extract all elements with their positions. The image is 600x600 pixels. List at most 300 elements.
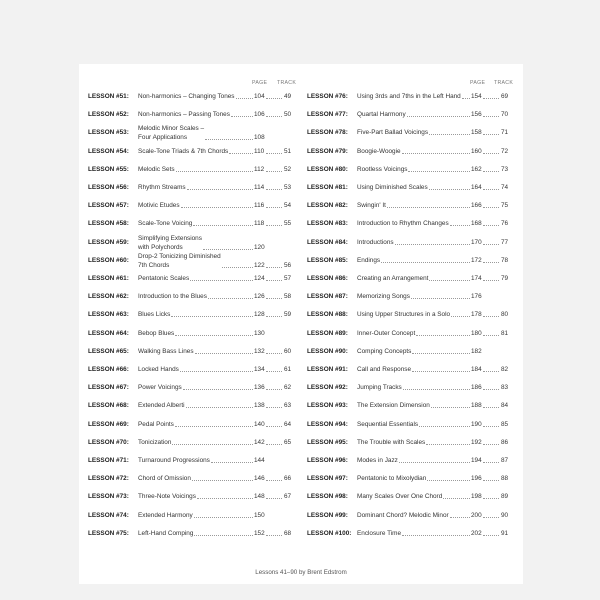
lesson-title bbox=[357, 310, 450, 319]
lesson-number: LESSON #89: bbox=[307, 329, 348, 337]
dot-leader bbox=[429, 280, 470, 281]
page-number: 190 bbox=[471, 420, 482, 428]
dot-leader bbox=[266, 316, 282, 317]
dot-leader bbox=[266, 267, 282, 268]
lesson-title-line: Non-harmonics – Changing Tones bbox=[138, 93, 235, 100]
page-number: 134 bbox=[254, 366, 265, 373]
track-number: 85 bbox=[501, 420, 509, 428]
track-number: 84 bbox=[501, 402, 509, 410]
lesson-title bbox=[138, 383, 182, 392]
lesson-number: LESSON #83: bbox=[307, 220, 348, 228]
track-number: 77 bbox=[501, 238, 509, 246]
page-number: 168 bbox=[471, 220, 482, 228]
track-number: 79 bbox=[501, 275, 509, 282]
lesson-title-line: Endings bbox=[357, 256, 381, 264]
lesson-title-line: Walking Bass Lines bbox=[138, 347, 194, 355]
lesson-title bbox=[357, 529, 401, 538]
dot-leader bbox=[203, 249, 253, 250]
page-number: 108 bbox=[254, 134, 265, 142]
lesson-number: LESSON #79: bbox=[307, 147, 348, 155]
dot-leader bbox=[222, 267, 253, 268]
track-number: 56 bbox=[284, 261, 292, 269]
lesson-title bbox=[138, 124, 204, 142]
dot-leader bbox=[402, 153, 470, 154]
dot-leader bbox=[412, 371, 470, 372]
dot-leader bbox=[419, 426, 470, 427]
page-number: 126 bbox=[254, 293, 265, 301]
page-number: 122 bbox=[254, 261, 265, 269]
lesson-number: LESSON #98: bbox=[307, 493, 348, 501]
page-number: 178 bbox=[471, 311, 482, 319]
dot-leader bbox=[192, 480, 253, 481]
dot-leader bbox=[431, 407, 470, 408]
dot-leader bbox=[266, 480, 282, 481]
lesson-title bbox=[357, 92, 461, 101]
page-number: 180 bbox=[471, 329, 482, 337]
track-number: 83 bbox=[501, 384, 509, 392]
dot-leader bbox=[266, 371, 282, 372]
page-number: 170 bbox=[471, 238, 482, 246]
lesson-title bbox=[138, 92, 235, 101]
lesson-title-line: 7th Chords bbox=[138, 261, 170, 269]
lesson-title bbox=[357, 474, 426, 483]
dot-leader bbox=[402, 535, 470, 536]
page-number: 104 bbox=[254, 93, 265, 100]
dot-leader bbox=[176, 171, 253, 172]
dot-leader bbox=[483, 426, 499, 427]
dot-leader bbox=[194, 535, 253, 536]
dot-leader bbox=[266, 153, 282, 154]
lesson-title-line: Using 3rds and 7ths in the Left Hand bbox=[357, 93, 461, 100]
lesson-number: LESSON #68: bbox=[88, 402, 129, 410]
lesson-number: LESSON #71: bbox=[88, 457, 129, 464]
lesson-title bbox=[357, 165, 407, 174]
track-number: 86 bbox=[501, 438, 509, 446]
lesson-title bbox=[138, 365, 179, 374]
lesson-title-line: Blues Licks bbox=[138, 311, 171, 319]
lesson-title bbox=[138, 438, 171, 447]
track-number: 67 bbox=[284, 493, 292, 501]
page-number: 118 bbox=[254, 220, 265, 228]
lesson-title bbox=[138, 292, 207, 301]
track-number: 51 bbox=[284, 147, 292, 155]
page-number: 174 bbox=[471, 275, 482, 282]
lesson-title bbox=[357, 274, 428, 283]
lesson-title bbox=[357, 329, 415, 338]
lesson-title bbox=[357, 219, 449, 228]
page-number: 150 bbox=[254, 511, 265, 519]
dot-leader bbox=[483, 535, 499, 536]
lesson-title-line: Extended Alberti bbox=[138, 402, 185, 410]
lesson-title-line: Power Voicings bbox=[138, 384, 182, 392]
dot-leader bbox=[381, 262, 470, 263]
dot-leader bbox=[483, 498, 499, 499]
lesson-title-line: Three-Note Voicings bbox=[138, 493, 196, 501]
lesson-title bbox=[357, 292, 410, 301]
lesson-title bbox=[138, 219, 192, 228]
dot-leader bbox=[429, 134, 470, 135]
lesson-title-line: Memorizing Songs bbox=[357, 293, 410, 301]
dot-leader bbox=[183, 389, 253, 390]
lesson-title-line: Four Applications bbox=[138, 134, 188, 142]
lesson-number: LESSON #76: bbox=[307, 93, 348, 100]
page-number: 148 bbox=[254, 493, 265, 501]
page-number: 156 bbox=[471, 111, 482, 119]
lesson-title-line: The Extension Dimension bbox=[357, 402, 430, 410]
dot-leader bbox=[266, 535, 282, 536]
dot-leader bbox=[483, 225, 499, 226]
page-number: 152 bbox=[254, 529, 265, 537]
dot-leader bbox=[483, 116, 499, 117]
dot-leader bbox=[483, 517, 499, 518]
track-number: 90 bbox=[501, 511, 509, 519]
track-number: 54 bbox=[284, 202, 292, 210]
lesson-number: LESSON #93: bbox=[307, 402, 348, 410]
page-number: 166 bbox=[471, 202, 482, 210]
lesson-title bbox=[138, 234, 202, 252]
lesson-number: LESSON #78: bbox=[307, 129, 348, 137]
dot-leader bbox=[387, 207, 470, 208]
dot-leader bbox=[175, 335, 253, 336]
dot-leader bbox=[429, 189, 470, 190]
lesson-title-line: Quartal Harmony bbox=[357, 111, 406, 119]
lesson-title-line: Scale-Tone Voicing bbox=[138, 220, 193, 228]
lesson-title bbox=[138, 310, 170, 319]
track-number: 60 bbox=[284, 347, 292, 355]
lesson-title-line: Locked Hands bbox=[138, 366, 179, 373]
track-number: 72 bbox=[501, 147, 509, 155]
track-number: 88 bbox=[501, 475, 509, 483]
dot-leader bbox=[266, 207, 282, 208]
lesson-title bbox=[138, 329, 174, 338]
track-number: 53 bbox=[284, 184, 292, 191]
lesson-number: LESSON #84: bbox=[307, 238, 348, 246]
dot-leader bbox=[194, 517, 253, 518]
lesson-number: LESSON #95: bbox=[307, 438, 348, 446]
lesson-title bbox=[357, 401, 430, 410]
dot-leader bbox=[266, 426, 282, 427]
lesson-title bbox=[357, 238, 394, 247]
lesson-number: LESSON #66: bbox=[88, 366, 129, 373]
track-number: 50 bbox=[284, 111, 292, 119]
lesson-title bbox=[138, 420, 174, 429]
page-number: 114 bbox=[254, 184, 265, 191]
lesson-title-line: Boogie-Woogie bbox=[357, 147, 401, 155]
lesson-title bbox=[138, 492, 196, 501]
dot-leader bbox=[426, 444, 470, 445]
dot-leader bbox=[266, 444, 282, 445]
lesson-number: LESSON #86: bbox=[307, 275, 348, 282]
lesson-title-line: Non-harmonics – Passing Tones bbox=[138, 111, 230, 119]
column-header bbox=[88, 80, 300, 92]
lesson-title-line: Chord of Omission bbox=[138, 475, 191, 483]
track-number: 49 bbox=[284, 93, 292, 100]
lesson-number: LESSON #58: bbox=[88, 220, 129, 228]
page-number: 112 bbox=[254, 165, 265, 173]
lesson-number: LESSON #59: bbox=[88, 238, 129, 246]
dot-leader bbox=[171, 316, 253, 317]
dot-leader bbox=[416, 335, 470, 336]
lesson-number: LESSON #61: bbox=[88, 275, 129, 282]
dot-leader bbox=[483, 134, 499, 135]
track-number: 66 bbox=[284, 475, 292, 483]
lesson-title-line: Introduction to Rhythm Changes bbox=[357, 220, 449, 228]
track-header: TRACK bbox=[494, 80, 514, 86]
track-number: 62 bbox=[284, 384, 292, 392]
dot-leader bbox=[483, 280, 499, 281]
track-number: 61 bbox=[284, 366, 292, 373]
dot-leader bbox=[229, 153, 253, 154]
toc-page bbox=[79, 64, 523, 584]
dot-leader bbox=[186, 407, 253, 408]
lesson-title-line: Swingin' It bbox=[357, 202, 386, 210]
lesson-title bbox=[138, 110, 230, 119]
lesson-title-line: Dominant Chord? Melodic Minor bbox=[357, 511, 449, 519]
lesson-title-line: Tonicization bbox=[138, 438, 172, 446]
dot-leader bbox=[483, 480, 499, 481]
page-number: 146 bbox=[254, 475, 265, 483]
lesson-title-line: Inner-Outer Concept bbox=[357, 329, 416, 337]
page-header: PAGE bbox=[252, 80, 268, 86]
page-header: PAGE bbox=[470, 80, 486, 86]
track-number: 73 bbox=[501, 165, 509, 173]
dot-leader bbox=[231, 116, 253, 117]
lesson-number: LESSON #54: bbox=[88, 147, 129, 155]
lesson-title-line: Drop-2 Tonicizing Diminished bbox=[138, 252, 221, 260]
lesson-title bbox=[138, 147, 228, 156]
lesson-number: LESSON #63: bbox=[88, 311, 129, 319]
lesson-title bbox=[357, 511, 449, 520]
lesson-number: LESSON #64: bbox=[88, 329, 129, 337]
dot-leader bbox=[483, 153, 499, 154]
lesson-title bbox=[357, 347, 411, 356]
lesson-number: LESSON #96: bbox=[307, 457, 348, 464]
track-header: TRACK bbox=[277, 80, 297, 86]
lesson-title bbox=[138, 252, 221, 270]
lesson-title bbox=[138, 474, 191, 483]
lesson-title-line: Rootless Voicings bbox=[357, 165, 408, 173]
track-number: 59 bbox=[284, 311, 292, 319]
page-number: 188 bbox=[471, 402, 482, 410]
lesson-title-line: Bebop Blues bbox=[138, 329, 175, 337]
dot-leader bbox=[266, 298, 282, 299]
lesson-title-line: The Trouble with Scales bbox=[357, 438, 426, 446]
track-number: 71 bbox=[501, 129, 509, 137]
dot-leader bbox=[205, 139, 253, 140]
lesson-number: LESSON #67: bbox=[88, 384, 129, 392]
dot-leader bbox=[175, 426, 253, 427]
page-number: 172 bbox=[471, 256, 482, 264]
page-number: 196 bbox=[471, 475, 482, 483]
track-number: 63 bbox=[284, 402, 292, 410]
lesson-title-line: Comping Concepts bbox=[357, 347, 412, 355]
dot-leader bbox=[266, 116, 282, 117]
lesson-number: LESSON #65: bbox=[88, 347, 129, 355]
dot-leader bbox=[483, 171, 499, 172]
lesson-number: LESSON #92: bbox=[307, 384, 348, 392]
dot-leader bbox=[195, 353, 253, 354]
dot-leader bbox=[266, 189, 282, 190]
page-number: 176 bbox=[471, 293, 482, 301]
dot-leader bbox=[483, 98, 499, 99]
track-number: 75 bbox=[501, 202, 509, 210]
page-number: 128 bbox=[254, 311, 265, 319]
page-number: 116 bbox=[254, 202, 265, 210]
page-number: 198 bbox=[471, 493, 482, 501]
lesson-title bbox=[357, 147, 401, 156]
page-number: 120 bbox=[254, 243, 265, 251]
lesson-number: LESSON #91: bbox=[307, 366, 348, 373]
dot-leader bbox=[208, 298, 253, 299]
lesson-number: LESSON #100: bbox=[307, 529, 352, 537]
lesson-title bbox=[357, 201, 386, 210]
dot-leader bbox=[483, 335, 499, 336]
dot-leader bbox=[266, 389, 282, 390]
dot-leader bbox=[395, 244, 470, 245]
lesson-title bbox=[357, 256, 380, 265]
lesson-title bbox=[357, 383, 402, 392]
toc-column-right bbox=[307, 80, 519, 537]
lesson-title-line: Scale-Tone Triads & 7th Chords bbox=[138, 147, 229, 155]
dot-leader bbox=[483, 389, 499, 390]
lesson-number: LESSON #88: bbox=[307, 311, 348, 319]
lesson-title bbox=[138, 201, 180, 210]
dot-leader bbox=[403, 389, 470, 390]
lesson-title bbox=[138, 183, 186, 192]
dot-leader bbox=[483, 316, 499, 317]
lesson-number: LESSON #87: bbox=[307, 293, 348, 301]
dot-leader bbox=[483, 371, 499, 372]
track-number: 87 bbox=[501, 457, 509, 464]
lesson-number: LESSON #82: bbox=[307, 202, 348, 210]
track-number: 80 bbox=[501, 311, 509, 319]
dot-leader bbox=[427, 480, 470, 481]
track-number: 55 bbox=[284, 220, 292, 228]
lesson-number: LESSON #73: bbox=[88, 493, 129, 501]
lesson-number: LESSON #74: bbox=[88, 511, 129, 519]
page-number: 186 bbox=[471, 384, 482, 392]
page-number: 106 bbox=[254, 111, 265, 119]
lesson-title bbox=[357, 492, 442, 501]
track-number: 68 bbox=[284, 529, 292, 537]
lesson-title-line: Turnaround Progressions bbox=[138, 457, 210, 464]
lesson-title-line: Pedal Points bbox=[138, 420, 174, 428]
lesson-number: LESSON #69: bbox=[88, 420, 129, 428]
page-number: 144 bbox=[254, 457, 265, 464]
lesson-number: LESSON #80: bbox=[307, 165, 348, 173]
lesson-title-line: Jumping Tracks bbox=[357, 384, 402, 392]
dot-leader bbox=[266, 498, 282, 499]
lesson-title bbox=[357, 110, 406, 119]
page-number: 154 bbox=[471, 93, 482, 100]
lesson-title-line: Rhythm Streams bbox=[138, 184, 186, 191]
lesson-title-line: Five-Part Ballad Voicings bbox=[357, 129, 429, 137]
page-number: 184 bbox=[471, 366, 482, 373]
dot-leader bbox=[180, 371, 253, 372]
lesson-title-line: Pentatonic to Mixolydian bbox=[357, 475, 427, 483]
page-number: 132 bbox=[254, 347, 265, 355]
lesson-title bbox=[138, 165, 175, 174]
page-number: 142 bbox=[254, 438, 265, 446]
dot-leader bbox=[187, 189, 253, 190]
lesson-title-line: Motivic Etudes bbox=[138, 202, 180, 210]
lesson-number: LESSON #70: bbox=[88, 438, 129, 446]
dot-leader bbox=[399, 462, 470, 463]
lesson-title bbox=[357, 128, 428, 137]
lesson-title-line: Extended Harmony bbox=[138, 511, 193, 519]
dot-leader bbox=[462, 98, 470, 99]
page-number: 110 bbox=[254, 147, 265, 155]
lesson-title bbox=[357, 183, 428, 192]
dot-leader bbox=[450, 225, 470, 226]
lesson-number: LESSON #60: bbox=[88, 256, 129, 264]
track-number: 78 bbox=[501, 256, 509, 264]
dot-leader bbox=[266, 171, 282, 172]
lesson-number: LESSON #75: bbox=[88, 529, 129, 537]
dot-leader bbox=[407, 116, 470, 117]
dot-leader bbox=[411, 298, 470, 299]
page-number: 158 bbox=[471, 129, 482, 137]
dot-leader bbox=[193, 225, 253, 226]
page-number: 160 bbox=[471, 147, 482, 155]
lesson-title bbox=[138, 511, 193, 520]
dot-leader bbox=[266, 353, 282, 354]
page-number: 136 bbox=[254, 384, 265, 392]
lesson-title-line: Introduction to the Blues bbox=[138, 293, 207, 301]
track-number: 76 bbox=[501, 220, 509, 228]
track-number: 89 bbox=[501, 493, 509, 501]
lesson-number: LESSON #62: bbox=[88, 293, 129, 301]
page-number: 130 bbox=[254, 329, 265, 337]
track-number: 65 bbox=[284, 438, 292, 446]
lesson-title bbox=[138, 456, 210, 465]
page-number: 192 bbox=[471, 438, 482, 446]
dot-leader bbox=[197, 498, 253, 499]
lesson-title-line: Melodic Minor Scales – bbox=[138, 125, 205, 133]
lesson-title-line: Many Scales Over One Chord bbox=[357, 493, 443, 501]
lesson-number: LESSON #53: bbox=[88, 129, 129, 137]
dot-leader bbox=[483, 244, 499, 245]
dot-leader bbox=[483, 462, 499, 463]
toc-column-left bbox=[88, 80, 300, 537]
lesson-title bbox=[138, 347, 194, 356]
dot-leader bbox=[172, 444, 253, 445]
lesson-number: LESSON #99: bbox=[307, 511, 348, 519]
dot-leader bbox=[190, 280, 253, 281]
dot-leader bbox=[450, 517, 470, 518]
dot-leader bbox=[483, 189, 499, 190]
lesson-title-line: with Polychords bbox=[138, 243, 183, 251]
page-number: 200 bbox=[471, 511, 482, 519]
track-number: 81 bbox=[501, 329, 509, 337]
track-number: 64 bbox=[284, 420, 292, 428]
track-number: 82 bbox=[501, 366, 509, 373]
dot-leader bbox=[483, 262, 499, 263]
track-number: 70 bbox=[501, 111, 509, 119]
lesson-title-line: Left-Hand Comping bbox=[138, 529, 194, 537]
dot-leader bbox=[181, 207, 253, 208]
lesson-title-line: Enclosure Time bbox=[357, 529, 402, 537]
lesson-number: LESSON #85: bbox=[307, 256, 348, 264]
lesson-title bbox=[138, 274, 189, 283]
lesson-number: LESSON #55: bbox=[88, 165, 129, 173]
lesson-title-line: Call and Response bbox=[357, 366, 411, 373]
dot-leader bbox=[483, 407, 499, 408]
page-number: 140 bbox=[254, 420, 265, 428]
page-number: 124 bbox=[254, 275, 265, 282]
lesson-title bbox=[357, 420, 418, 429]
lesson-number: LESSON #51: bbox=[88, 93, 129, 100]
